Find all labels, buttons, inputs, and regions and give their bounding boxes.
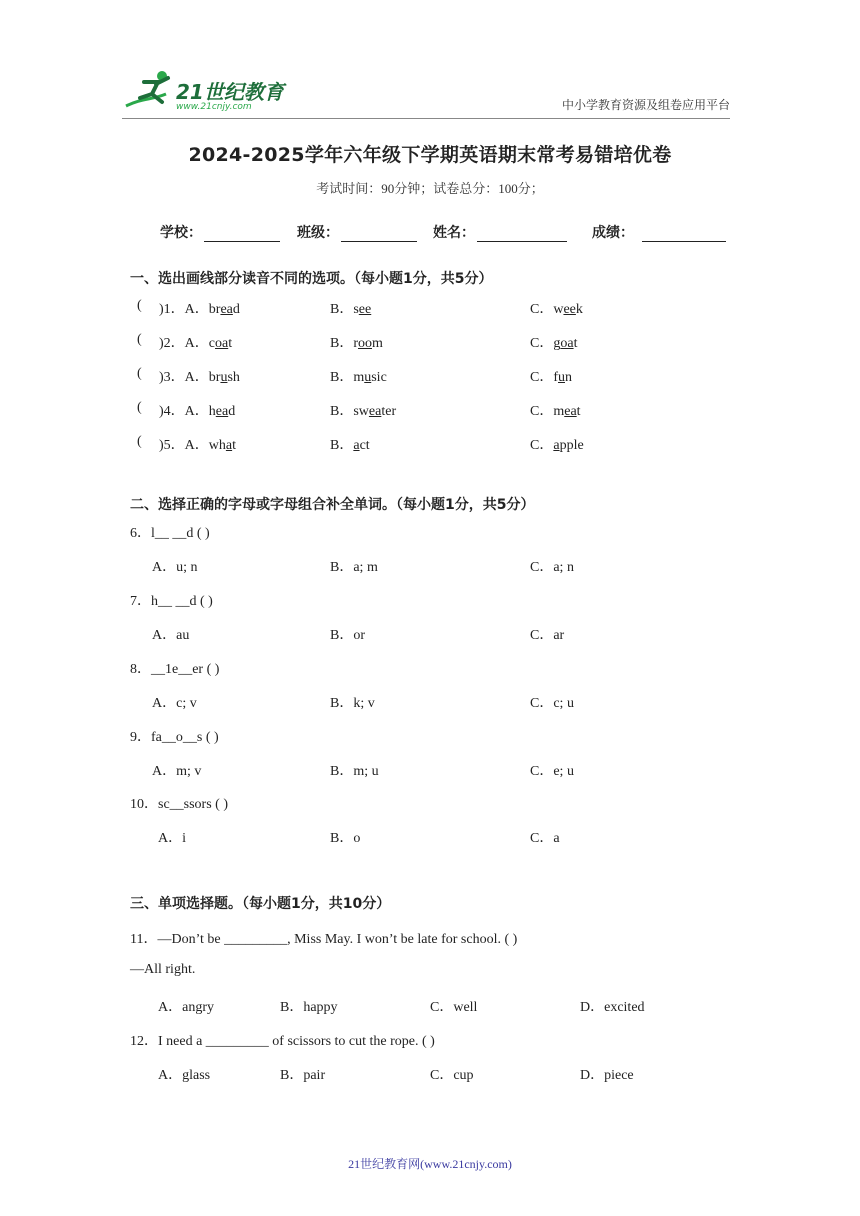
q11-option-c[interactable]: C．well [430,1000,478,1015]
platform-name: 中小学教育资源及组卷应用平台 [561,98,730,112]
option-a[interactable]: )1．A．bread [159,302,240,317]
logo-text: 21世纪教育 [176,80,284,104]
question-12-stem: 12．I need a _________ of scissors to cut the rope. ( ) [130,1034,435,1049]
option-c[interactable]: C．ar [530,628,565,643]
q12-option-b[interactable]: B．pair [280,1068,326,1083]
option-c[interactable]: C．a; n [530,560,574,575]
class-label: 班级： [297,225,339,241]
header-divider [122,118,730,119]
q12-option-c[interactable]: C．cup [430,1068,474,1083]
name-field[interactable] [433,222,567,242]
option-b[interactable]: B．sweater [330,404,397,419]
section3-heading: 三、单项选择题。（每小题1分，共10分） [130,896,391,912]
question-stem: 9．fa__o__s ( ) [130,730,219,745]
option-a[interactable]: )4．A．head [159,404,236,419]
school-blank[interactable] [204,227,280,242]
option-b[interactable]: B．a; m [330,560,378,575]
question-11-stem: 11．—Don’t be _________, Miss May. I won’t be late for school. ( ) [130,932,518,947]
option-c[interactable]: C．e; u [530,764,574,779]
option-a[interactable]: A．c; v [152,696,197,711]
section2-heading: 二、选择正确的字母或字母组合补全单词。（每小题1分，共5分） [130,497,535,513]
option-b[interactable]: B．see [330,302,372,317]
option-b[interactable]: B．room [330,336,383,351]
option-c[interactable]: C．week [530,302,583,317]
option-b[interactable]: B．music [330,370,387,385]
option-a[interactable]: A．u; n [152,560,198,575]
option-c[interactable]: C．a [530,831,560,846]
option-b[interactable]: B．m; u [330,764,379,779]
q12-option-d[interactable]: D．piece [580,1068,634,1083]
option-c[interactable]: C．meat [530,404,581,419]
page-footer: 21世纪教育网(www.21cnjy.com) [348,1157,512,1171]
school-field[interactable] [160,222,280,242]
score-field[interactable] [592,222,726,242]
q12-option-a[interactable]: A．glass [158,1068,211,1083]
option-c[interactable]: C．goat [530,336,578,351]
option-b[interactable]: B．or [330,628,365,643]
option-c[interactable]: C．c; u [530,696,574,711]
question-stem: 8．__1e__er ( ) [130,662,220,677]
exam-subtitle: 考试时间：90分钟；试卷总分：100分； [316,181,544,196]
score-label: 成绩： [592,225,634,241]
option-a[interactable]: A．au [152,628,190,643]
option-a[interactable]: )5．A．what [159,438,236,453]
answer-paren-open[interactable]: ( [137,366,142,381]
section1-heading: 一、选出画线部分读音不同的选项。（每小题1分，共5分） [130,271,493,287]
option-a[interactable]: A．i [158,831,186,846]
question-stem: 10．sc__ssors ( ) [130,797,228,812]
school-label: 学校： [160,225,202,241]
question-stem: 6．l__ __d ( ) [130,526,210,541]
name-label: 姓名： [433,225,475,241]
option-b[interactable]: B．act [330,438,370,453]
logo-url: www.21cnjy.com [176,102,252,112]
answer-paren-open[interactable]: ( [137,400,142,415]
option-c[interactable]: C．fun [530,370,572,385]
option-a[interactable]: )3．A．brush [159,370,240,385]
exam-title: 2024-2025学年六年级下学期英语期末常考易错培优卷 [188,144,672,166]
question-11-reply: —All right. [130,962,196,977]
option-b[interactable]: B．k; v [330,696,375,711]
score-blank[interactable] [642,227,726,242]
q11-option-d[interactable]: D．excited [580,1000,645,1015]
answer-paren-open[interactable]: ( [137,332,142,347]
q11-option-b[interactable]: B．happy [280,1000,338,1015]
option-b[interactable]: B．o [330,831,361,846]
class-field[interactable] [297,222,417,242]
option-a[interactable]: A．m; v [152,764,202,779]
answer-paren-open[interactable]: ( [137,298,142,313]
q11-option-a[interactable]: A．angry [158,1000,214,1015]
name-blank[interactable] [477,227,567,242]
option-a[interactable]: )2．A．coat [159,336,233,351]
class-blank[interactable] [341,227,417,242]
answer-paren-open[interactable]: ( [137,434,142,449]
option-c[interactable]: C．apple [530,438,584,453]
question-stem: 7．h__ __d ( ) [130,594,213,609]
